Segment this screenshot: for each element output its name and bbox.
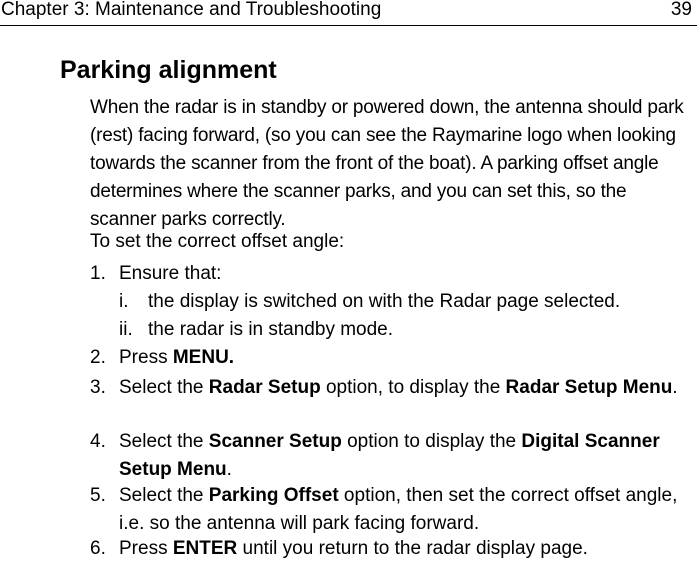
step-number: 5. — [90, 485, 106, 506]
step-text: Press ENTER until you return to the radar display page. — [119, 538, 588, 559]
step-text: Select the Radar Setup option, to display the Radar Setup Menu. — [119, 377, 678, 398]
digital-scanner-setup-menu: Digital Scanner Setup Menu — [119, 431, 660, 480]
substep-text: the display is switched on with the Radar page selected. — [148, 291, 621, 312]
step-number: 3. — [90, 377, 106, 398]
step-text: Select the Scanner Setup option to display the Digital Scanner Setup Menu. — [119, 431, 660, 480]
section-paragraph: When the radar is in standby or powered down, the antenna should park (rest) facing forward, (so you can see the Raymarine logo when looking towards the scanner from the front of the boat). A parking offset angle determines where the scanner parks, and you can set this, so the scanner parks correctly. — [90, 97, 684, 230]
scanner-setup-option: Scanner Setup — [208, 431, 342, 452]
step-number: 1. — [90, 263, 106, 284]
step-number: 2. — [90, 347, 106, 368]
step-number: 6. — [90, 538, 106, 559]
radar-setup-menu: Radar Setup Menu — [505, 377, 673, 398]
step-text: Press MENU. — [119, 347, 235, 368]
menu-key: MENU. — [172, 347, 235, 368]
page-number: 39 — [670, 0, 692, 20]
substep-text: the radar is in standby mode. — [148, 319, 394, 340]
parking-offset-option: Parking Offset — [208, 485, 339, 506]
substep-number: i. — [119, 291, 129, 312]
step-text: Select the Parking Offset option, then set the correct offset angle, i.e. so the antenna will park facing forward. — [119, 485, 678, 534]
chapter-title: Chapter 3: Maintenance and Troubleshooting — [1, 0, 382, 20]
section-title: Parking alignment — [60, 56, 277, 84]
step-text: Ensure that: — [119, 263, 222, 284]
radar-setup-option: Radar Setup — [208, 377, 321, 398]
substep-number: ii. — [119, 319, 133, 340]
page-header — [0, 0, 697, 26]
enter-key: ENTER — [172, 538, 238, 559]
steps-intro: To set the correct offset angle: — [90, 231, 345, 252]
step-number: 4. — [90, 431, 106, 452]
